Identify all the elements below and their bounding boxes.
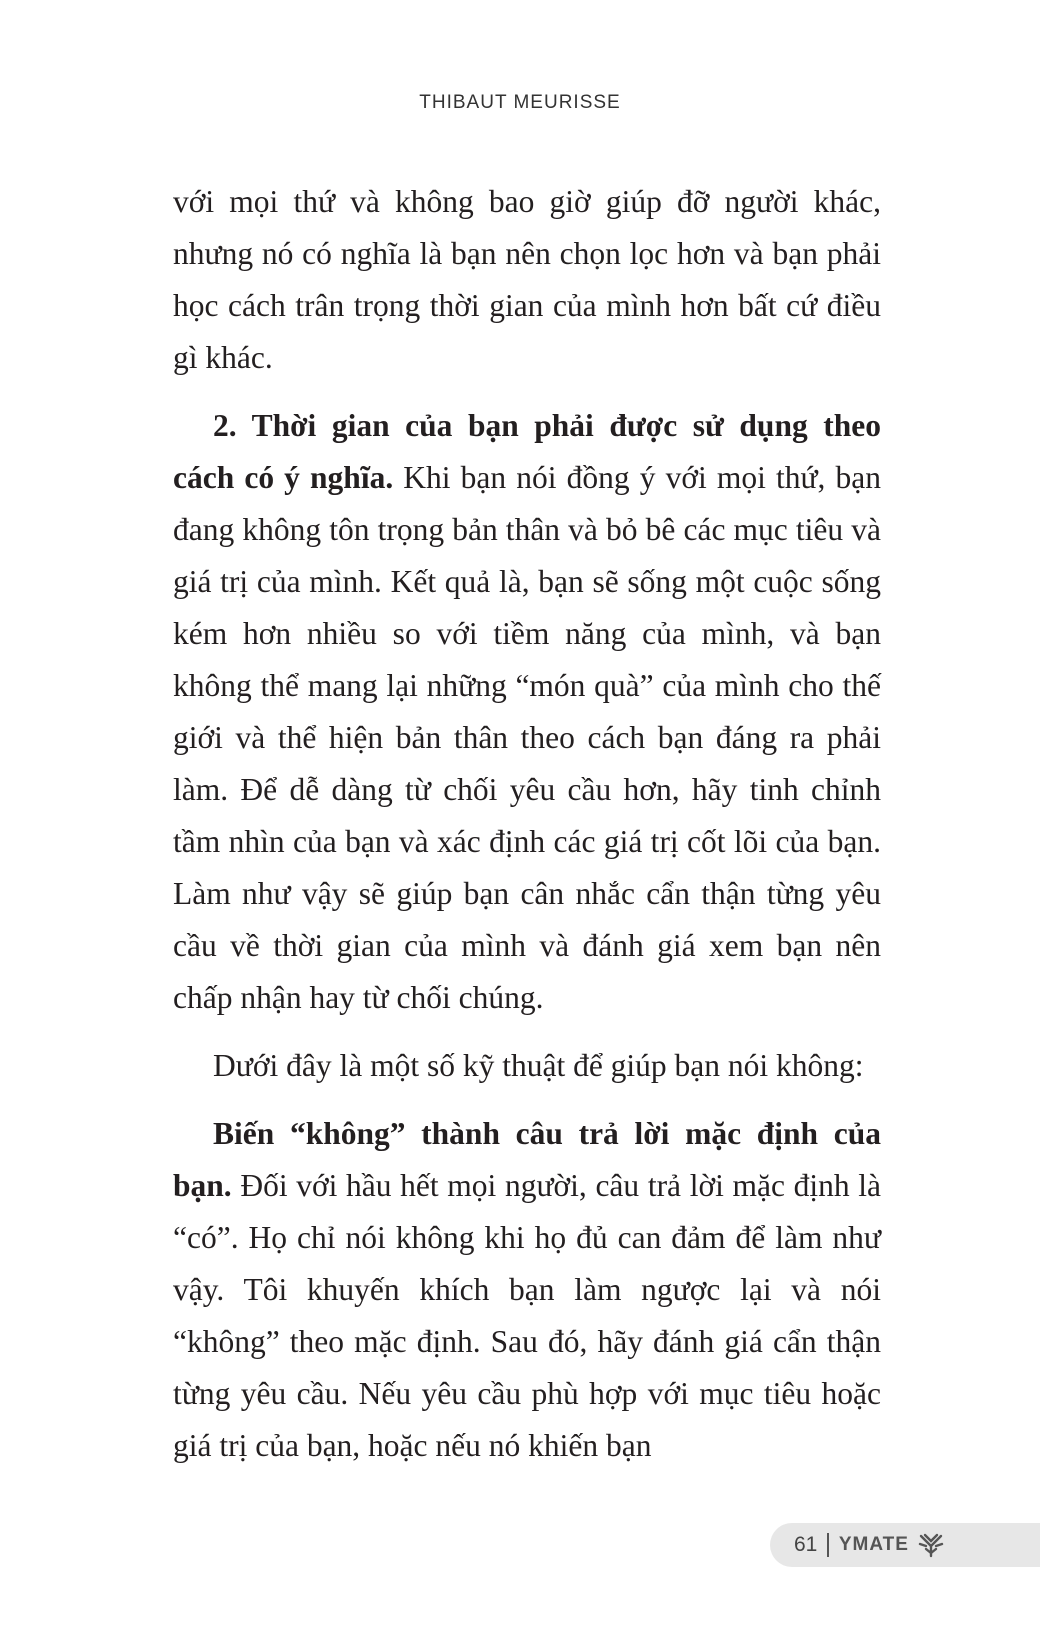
footer-separator [827,1533,829,1557]
paragraph-3: Dưới đây là một số kỹ thuật để giúp bạn nói không: [213,1048,864,1083]
paragraph-4-text: Đối với hầu hết mọi người, câu trả lời mặc định là “có”. Họ chỉ nói không khi họ đủ can đảm để làm như vậy. Tôi khuyến khích bạn làm ngược lại và nói “không” theo mặc định. Sau đó, hãy đánh giá cẩn thận từng yêu cầu. Nếu yêu cầu phù hợp với mục tiêu hoặc giá trị của bạn, hoặc nếu nó khiến bạn [173,1168,881,1463]
ymate-logo-icon [917,1531,945,1559]
paragraph-4-heading: Biến “không” thành câu trả lời mặc định của bạn. [173,1116,881,1203]
running-head-author: THIBAUT MEURISSE [419,92,621,113]
footer-page-tab [770,1523,1040,1567]
paragraph-1: với mọi thứ và không bao giờ giúp đỡ người khác, nhưng nó có nghĩa là bạn nên chọn lọc hơn và bạn phải học cách trân trọng thời gian của mình hơn bất cứ điều gì khác. [173,184,881,375]
page-body [173,176,881,1488]
paragraph-4 [173,1108,881,1472]
paragraph-2-heading: 2. Thời gian của bạn phải được sử dụng theo cách có ý nghĩa. [173,408,881,495]
brand-name: YMATE [838,1534,909,1555]
paragraph-2-text: Khi bạn nói đồng ý với mọi thứ, bạn đang không tôn trọng bản thân và bỏ bê các mục tiêu và giá trị của mình. Kết quả là, bạn sẽ sống một cuộc sống kém hơn nhiều so với tiềm năng của mình, và bạn không thể mang lại những “món quà” của mình cho thế giới và thể hiện bản thân theo cách bạn đáng ra phải làm. Để dễ dàng từ chối yêu cầu hơn, hãy tinh chỉnh tầm nhìn của bạn và xác định các giá trị cốt lõi của bạn. Làm như vậy sẽ giúp bạn cân nhắc cẩn thận từng yêu cầu về thời gian của mình và đánh giá xem bạn nên chấp nhận hay từ chối chúng. [173,460,881,1015]
paragraph-2 [173,400,881,1024]
page-number: 61 [794,1533,818,1556]
